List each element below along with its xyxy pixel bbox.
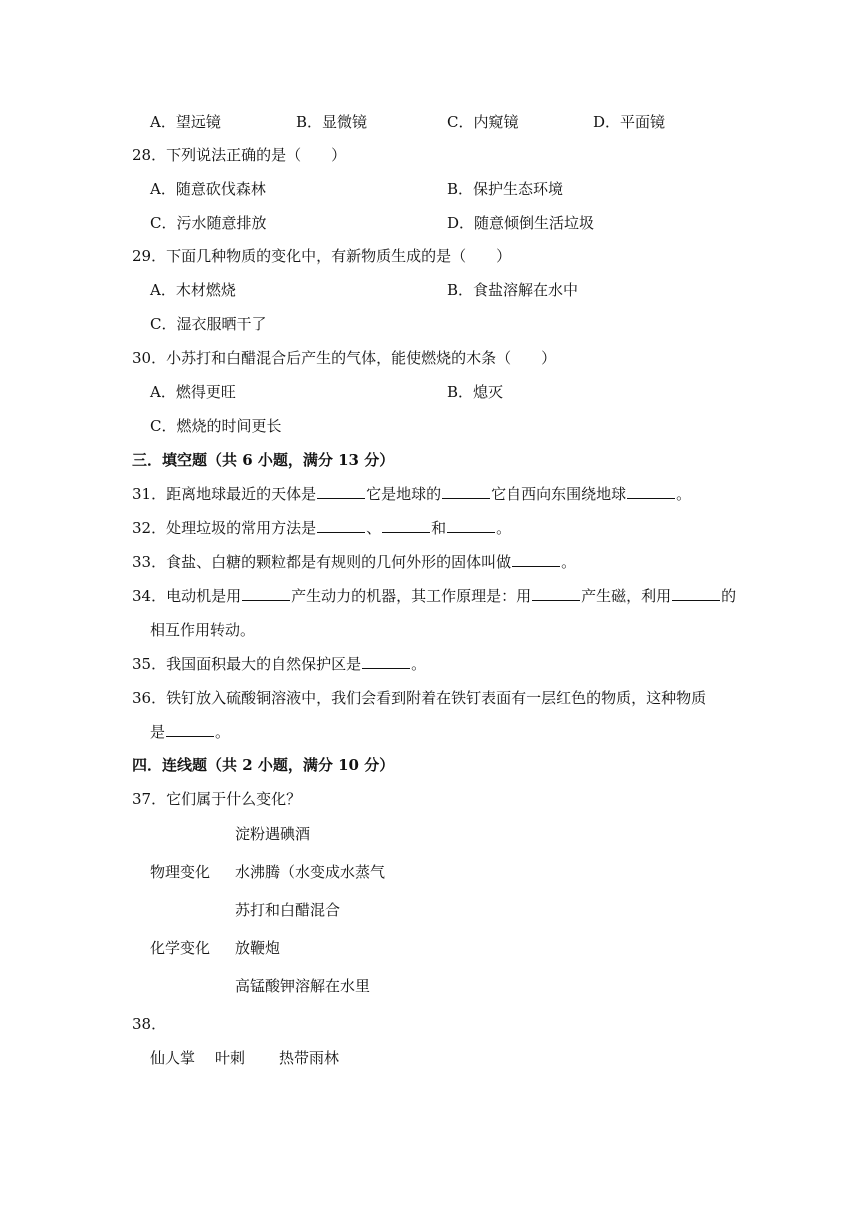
q30-option-a: A．燃得更旺 <box>150 383 236 401</box>
q29-option-c: C．湿衣服晒干了 <box>150 315 267 333</box>
q33-text-1: 33．食盐、白糖的颗粒都是有规则的几何外形的固体叫做 <box>132 553 512 571</box>
q35-text-1: 35．我国面积最大的自然保护区是 <box>132 655 362 673</box>
q34-line1 <box>132 586 736 606</box>
q34-text-2: 产生动力的机器，其工作原理是：用 <box>291 587 532 605</box>
q35 <box>132 654 426 674</box>
q37-right-item-3[interactable]: 苏打和白醋混合 <box>235 901 341 919</box>
q28-option-a: A．随意砍伐森林 <box>150 180 266 198</box>
q32-text-4: 。 <box>496 519 512 537</box>
q35-text-2: 。 <box>411 655 427 673</box>
q34-line2: 相互作用转动。 <box>150 621 256 639</box>
q37-left-item-2[interactable]: 化学变化 <box>150 939 211 957</box>
q37-right-item-4[interactable]: 放鞭炮 <box>235 939 281 957</box>
q36-line2 <box>150 722 230 742</box>
q30-stem: 30．小苏打和白醋混合后产生的气体，能使燃烧的木条（ ） <box>132 349 557 367</box>
q27-option-d: D．平面镜 <box>593 113 666 131</box>
q33-blank-1[interactable] <box>512 552 560 567</box>
section4-heading: 四．连线题（共 2 小题，满分 10 分） <box>132 756 395 774</box>
q29-option-a: A．木材燃烧 <box>150 281 236 299</box>
q37-stem: 37．它们属于什么变化？ <box>132 790 302 808</box>
q31-text-1: 31．距离地球最近的天体是 <box>132 485 317 503</box>
q34-text-4: 的 <box>721 587 737 605</box>
q38-column2-item[interactable]: 叶刺 <box>215 1049 246 1067</box>
q27-option-c: C．内窥镜 <box>447 113 519 131</box>
q31-text-2: 它是地球的 <box>366 485 442 503</box>
q27-option-a: A．望远镜 <box>150 113 221 131</box>
q27-option-b: B．显微镜 <box>296 113 368 131</box>
q34-blank-1[interactable] <box>242 586 290 601</box>
q28-option-c: C．污水随意排放 <box>150 214 267 232</box>
q37-right-item-5[interactable]: 高锰酸钾溶解在水里 <box>235 977 371 995</box>
q34-text-3: 产生磁，利用 <box>581 587 672 605</box>
q28-stem: 28．下列说法正确的是（ ） <box>132 146 347 164</box>
q31-blank-3[interactable] <box>627 484 675 499</box>
q29-stem: 29．下面几种物质的变化中，有新物质生成的是（ ） <box>132 247 512 265</box>
q37-right-item-1[interactable]: 淀粉遇碘酒 <box>235 825 311 843</box>
q32-text-2: 、 <box>366 519 382 537</box>
q31 <box>132 484 691 504</box>
q31-text-4: 。 <box>676 485 692 503</box>
q38-column3-item[interactable]: 热带雨林 <box>279 1049 340 1067</box>
q36-blank-1[interactable] <box>166 722 214 737</box>
q36-text-3: 。 <box>215 723 231 741</box>
q28-option-d: D．随意倾倒生活垃圾 <box>447 214 595 232</box>
q31-text-3: 它自西向东围绕地球 <box>491 485 627 503</box>
q30-option-c: C．燃烧的时间更长 <box>150 417 282 435</box>
q37-left-item-1[interactable]: 物理变化 <box>150 863 211 881</box>
q38-stem: 38． <box>132 1015 167 1033</box>
q28-option-b: B．保护生态环境 <box>447 180 564 198</box>
q29-option-b: B．食盐溶解在水中 <box>447 281 579 299</box>
q31-blank-1[interactable] <box>317 484 365 499</box>
q34-blank-2[interactable] <box>532 586 580 601</box>
q36-text-2: 是 <box>150 723 166 741</box>
q31-blank-2[interactable] <box>442 484 490 499</box>
q38-column1-item[interactable]: 仙人掌 <box>150 1049 196 1067</box>
q33 <box>132 552 576 572</box>
q36-line1: 36．铁钉放入硫酸铜溶液中，我们会看到附着在铁钉表面有一层红色的物质，这种物质 <box>132 689 707 707</box>
q35-blank-1[interactable] <box>362 654 410 669</box>
q34-blank-3[interactable] <box>672 586 720 601</box>
q33-text-2: 。 <box>561 553 577 571</box>
q32-blank-1[interactable] <box>317 518 365 533</box>
q34-text-1: 34．电动机是用 <box>132 587 242 605</box>
section3-heading: 三．填空题（共 6 小题，满分 13 分） <box>132 451 395 469</box>
q32-blank-2[interactable] <box>382 518 430 533</box>
q30-option-b: B．熄灭 <box>447 383 504 401</box>
q32-text-3: 和 <box>431 519 447 537</box>
q32-blank-3[interactable] <box>447 518 495 533</box>
q32-text-1: 32．处理垃圾的常用方法是 <box>132 519 317 537</box>
q37-right-item-2[interactable]: 水沸腾（水变成水蒸气 <box>235 863 386 881</box>
q32 <box>132 518 511 538</box>
